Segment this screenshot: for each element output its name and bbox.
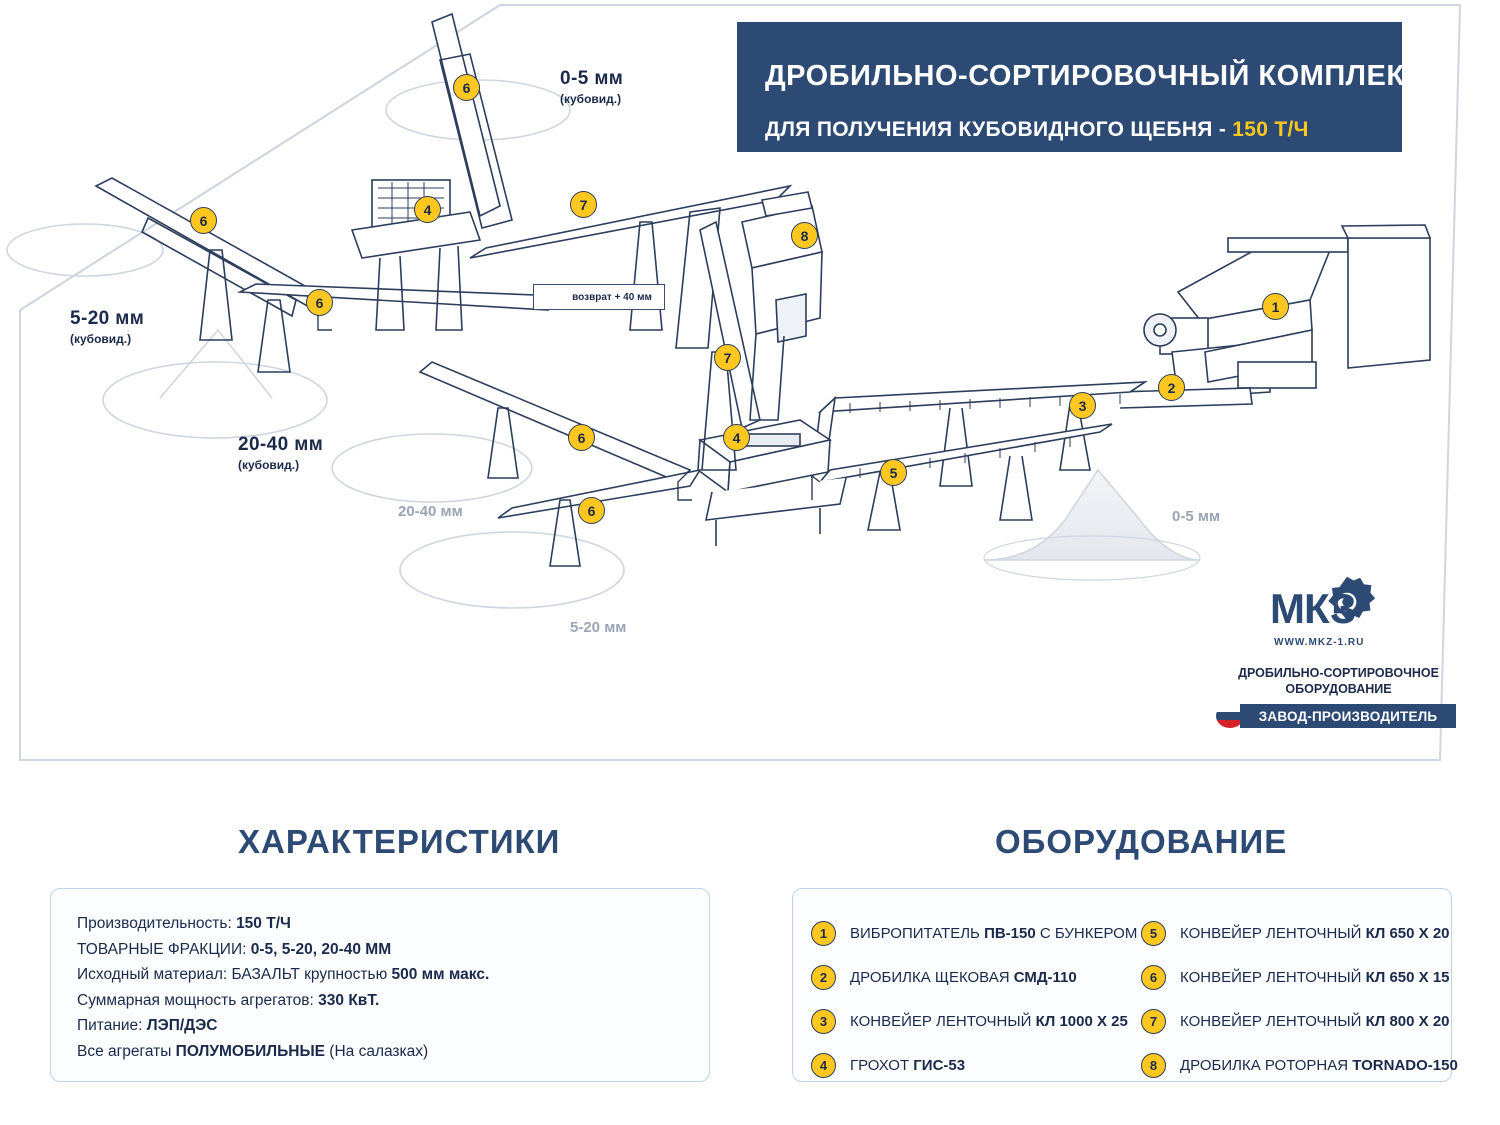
header-line-1: ДРОБИЛЬНО-СОРТИРОВОЧНЫЙ КОМПЛЕКС (765, 60, 1426, 92)
pile-label-0-5-main: 0-5 мм (560, 68, 624, 89)
scheme-badge-6c[interactable]: 6 (306, 289, 333, 316)
scheme-badge-1[interactable]: 1 (1262, 293, 1289, 320)
pile-label-5-20-sub: (кубовид.) (70, 332, 132, 346)
equipment-item-1[interactable] (811, 911, 1138, 955)
equipment-panel (792, 888, 1458, 1082)
equipment-name-3: КОНВЕЙЕР ЛЕНТОЧНЫЙ (850, 1012, 1036, 1030)
equipment-model-2: СМД-110 (1013, 968, 1077, 986)
header-title-box (737, 22, 1426, 152)
equipment-model-5: КЛ 650 Х 20 (1365, 924, 1450, 942)
scheme-badge-5[interactable]: 5 (880, 459, 907, 486)
company-logo-block (1212, 585, 1457, 755)
specs-section-title: ХАРАКТЕРИСТИКИ (238, 823, 561, 860)
scheme-badge-2[interactable]: 2 (1158, 374, 1185, 401)
equipment-badge-7: 7 (1141, 1009, 1166, 1034)
equipment-name-6: КОНВЕЙЕР ЛЕНТОЧНЫЙ (1180, 968, 1366, 986)
logo-website[interactable]: WWW.MKZ-1.RU (1274, 637, 1365, 648)
equipment-label-8 (1180, 1057, 1458, 1074)
spec-row-power (77, 988, 489, 1014)
manufacturer-badge (1216, 703, 1456, 729)
pile-label-5-20 (70, 308, 144, 346)
equipment-model-7: КЛ 800 Х 20 (1365, 1012, 1450, 1030)
equipment-name-8: ДРОБИЛКА РОТОРНАЯ (1180, 1056, 1353, 1074)
manufacturer-badge-text: ЗАВОД-ПРОИЗВОДИТЕЛЬ (1240, 704, 1456, 728)
scheme-badge-4b[interactable]: 4 (723, 424, 750, 451)
equipment-badge-4: 4 (811, 1053, 836, 1078)
equipment-item-7[interactable] (1141, 999, 1450, 1043)
equipment-item-3[interactable] (811, 999, 1131, 1043)
equipment-badge-1: 1 (811, 921, 836, 946)
scheme-badge-6a[interactable]: 6 (453, 74, 480, 101)
return-flow-text: возврат + 40 мм (572, 291, 652, 303)
spec-value-performance: 150 Т/Ч (236, 915, 291, 932)
equipment-item-2[interactable] (811, 955, 1131, 999)
equipment-badge-2: 2 (811, 965, 836, 990)
logo-wordmark: МКЗ (1270, 585, 1356, 632)
spec-label-fractions: ТОВАРНЫЕ ФРАКЦИИ: (77, 940, 251, 958)
header-capacity-accent: 150 Т/Ч (1232, 118, 1309, 141)
equipment-label-7 (1180, 1013, 1450, 1030)
scheme-badge-7a[interactable]: 7 (570, 191, 597, 218)
spec-value-fractions: 0-5, 5-20, 20-40 ММ (250, 940, 392, 958)
equipment-label-2 (850, 969, 1077, 986)
equipment-item-8[interactable] (1141, 1043, 1458, 1087)
equipment-model-4: ГИС-53 (913, 1056, 966, 1074)
spec-row-fractions (77, 937, 489, 963)
equipment-badge-3: 3 (811, 1009, 836, 1034)
equipment-name-1: ВИБРОПИТАТЕЛЬ (850, 924, 985, 942)
pile-label-20-40-main: 20-40 мм (238, 434, 324, 455)
scheme-badge-6d[interactable]: 6 (568, 424, 595, 451)
spec-label-power: Суммарная мощность агрегатов: (77, 991, 319, 1009)
equipment-label-4 (850, 1057, 965, 1074)
equipment-tail-1: С БУНКЕРОМ (1035, 924, 1138, 942)
spec-value-supply: ЛЭП/ДЭС (146, 1017, 218, 1034)
equipment-column-left (811, 911, 1138, 1087)
equipment-name-2: ДРОБИЛКА ЩЕКОВАЯ (850, 968, 1014, 986)
pile-label-20-40 (238, 434, 323, 472)
logo-subtitle-line2: ОБОРУДОВАНИЕ (1285, 682, 1392, 696)
spec-row-performance (77, 911, 489, 937)
equipment-item-4[interactable] (811, 1043, 1131, 1087)
spec-value-mobility: ПОЛУМОБИЛЬНЫЕ (175, 1042, 325, 1060)
scheme-badge-8[interactable]: 8 (791, 222, 818, 249)
scheme-badge-6e[interactable]: 6 (578, 497, 605, 524)
equipment-item-6[interactable] (1141, 955, 1450, 999)
equipment-label-6 (1180, 969, 1450, 986)
equipment-column-right (1141, 911, 1458, 1087)
return-flow-label (533, 284, 665, 310)
equipment-model-1: ПВ-150 (984, 924, 1036, 942)
grey-label-0-5: 0-5 мм (1172, 508, 1221, 525)
scheme-badge-4a[interactable]: 4 (414, 196, 441, 223)
pile-label-0-5 (560, 68, 623, 106)
spec-tail-mobility: (На салазках) (324, 1042, 429, 1060)
header-line-2-text: ДЛЯ ПОЛУЧЕНИЯ КУБОВИДНОГО ЩЕБНЯ - (765, 118, 1233, 141)
specs-list (77, 911, 489, 1064)
header-line-2 (765, 118, 1309, 142)
grey-label-20-40: 20-40 мм (398, 503, 463, 520)
equipment-section-title: ОБОРУДОВАНИЕ (995, 823, 1288, 860)
spec-value-power: 330 КвТ. (318, 991, 380, 1009)
spec-label-supply: Питание: (77, 1017, 147, 1034)
equipment-item-5[interactable] (1141, 911, 1450, 955)
pile-label-0-5-sub: (кубовид.) (560, 92, 622, 106)
equipment-name-7: КОНВЕЙЕР ЛЕНТОЧНЫЙ (1180, 1012, 1366, 1030)
pile-label-5-20-main: 5-20 мм (70, 308, 145, 329)
equipment-model-8: TORNADO-150 (1352, 1056, 1458, 1074)
spec-row-mobility (77, 1039, 489, 1065)
spec-label-material: Исходный материал: БАЗАЛЬТ крупностью (77, 966, 392, 983)
logo-subtitle-line1: ДРОБИЛЬНО-СОРТИРОВОЧНОЕ (1238, 666, 1439, 680)
spec-label-performance: Производительность: (77, 915, 237, 932)
equipment-badge-8: 8 (1141, 1053, 1166, 1078)
pile-label-20-40-sub: (кубовид.) (238, 458, 300, 472)
logo-subtitle (1220, 665, 1457, 697)
equipment-model-3: КЛ 1000 Х 25 (1035, 1012, 1128, 1030)
equipment-label-1 (850, 925, 1137, 942)
spec-row-material (77, 962, 489, 988)
grey-label-5-20: 5-20 мм (570, 619, 627, 636)
spec-label-mobility: Все агрегаты (77, 1042, 176, 1060)
equipment-label-5 (1180, 925, 1450, 942)
scheme-badge-6b[interactable]: 6 (190, 207, 217, 234)
scheme-badge-7b[interactable]: 7 (714, 344, 741, 371)
spec-row-supply (77, 1013, 489, 1039)
equipment-model-6: КЛ 650 Х 15 (1365, 968, 1450, 986)
equipment-name-5: КОНВЕЙЕР ЛЕНТОЧНЫЙ (1180, 924, 1366, 942)
spec-value-material: 500 мм макс. (391, 966, 490, 983)
specs-panel (50, 888, 710, 1082)
scheme-badge-3[interactable]: 3 (1069, 392, 1096, 419)
equipment-badge-5: 5 (1141, 921, 1166, 946)
equipment-name-4: ГРОХОТ (850, 1056, 914, 1074)
equipment-badge-6: 6 (1141, 965, 1166, 990)
equipment-label-3 (850, 1013, 1128, 1030)
